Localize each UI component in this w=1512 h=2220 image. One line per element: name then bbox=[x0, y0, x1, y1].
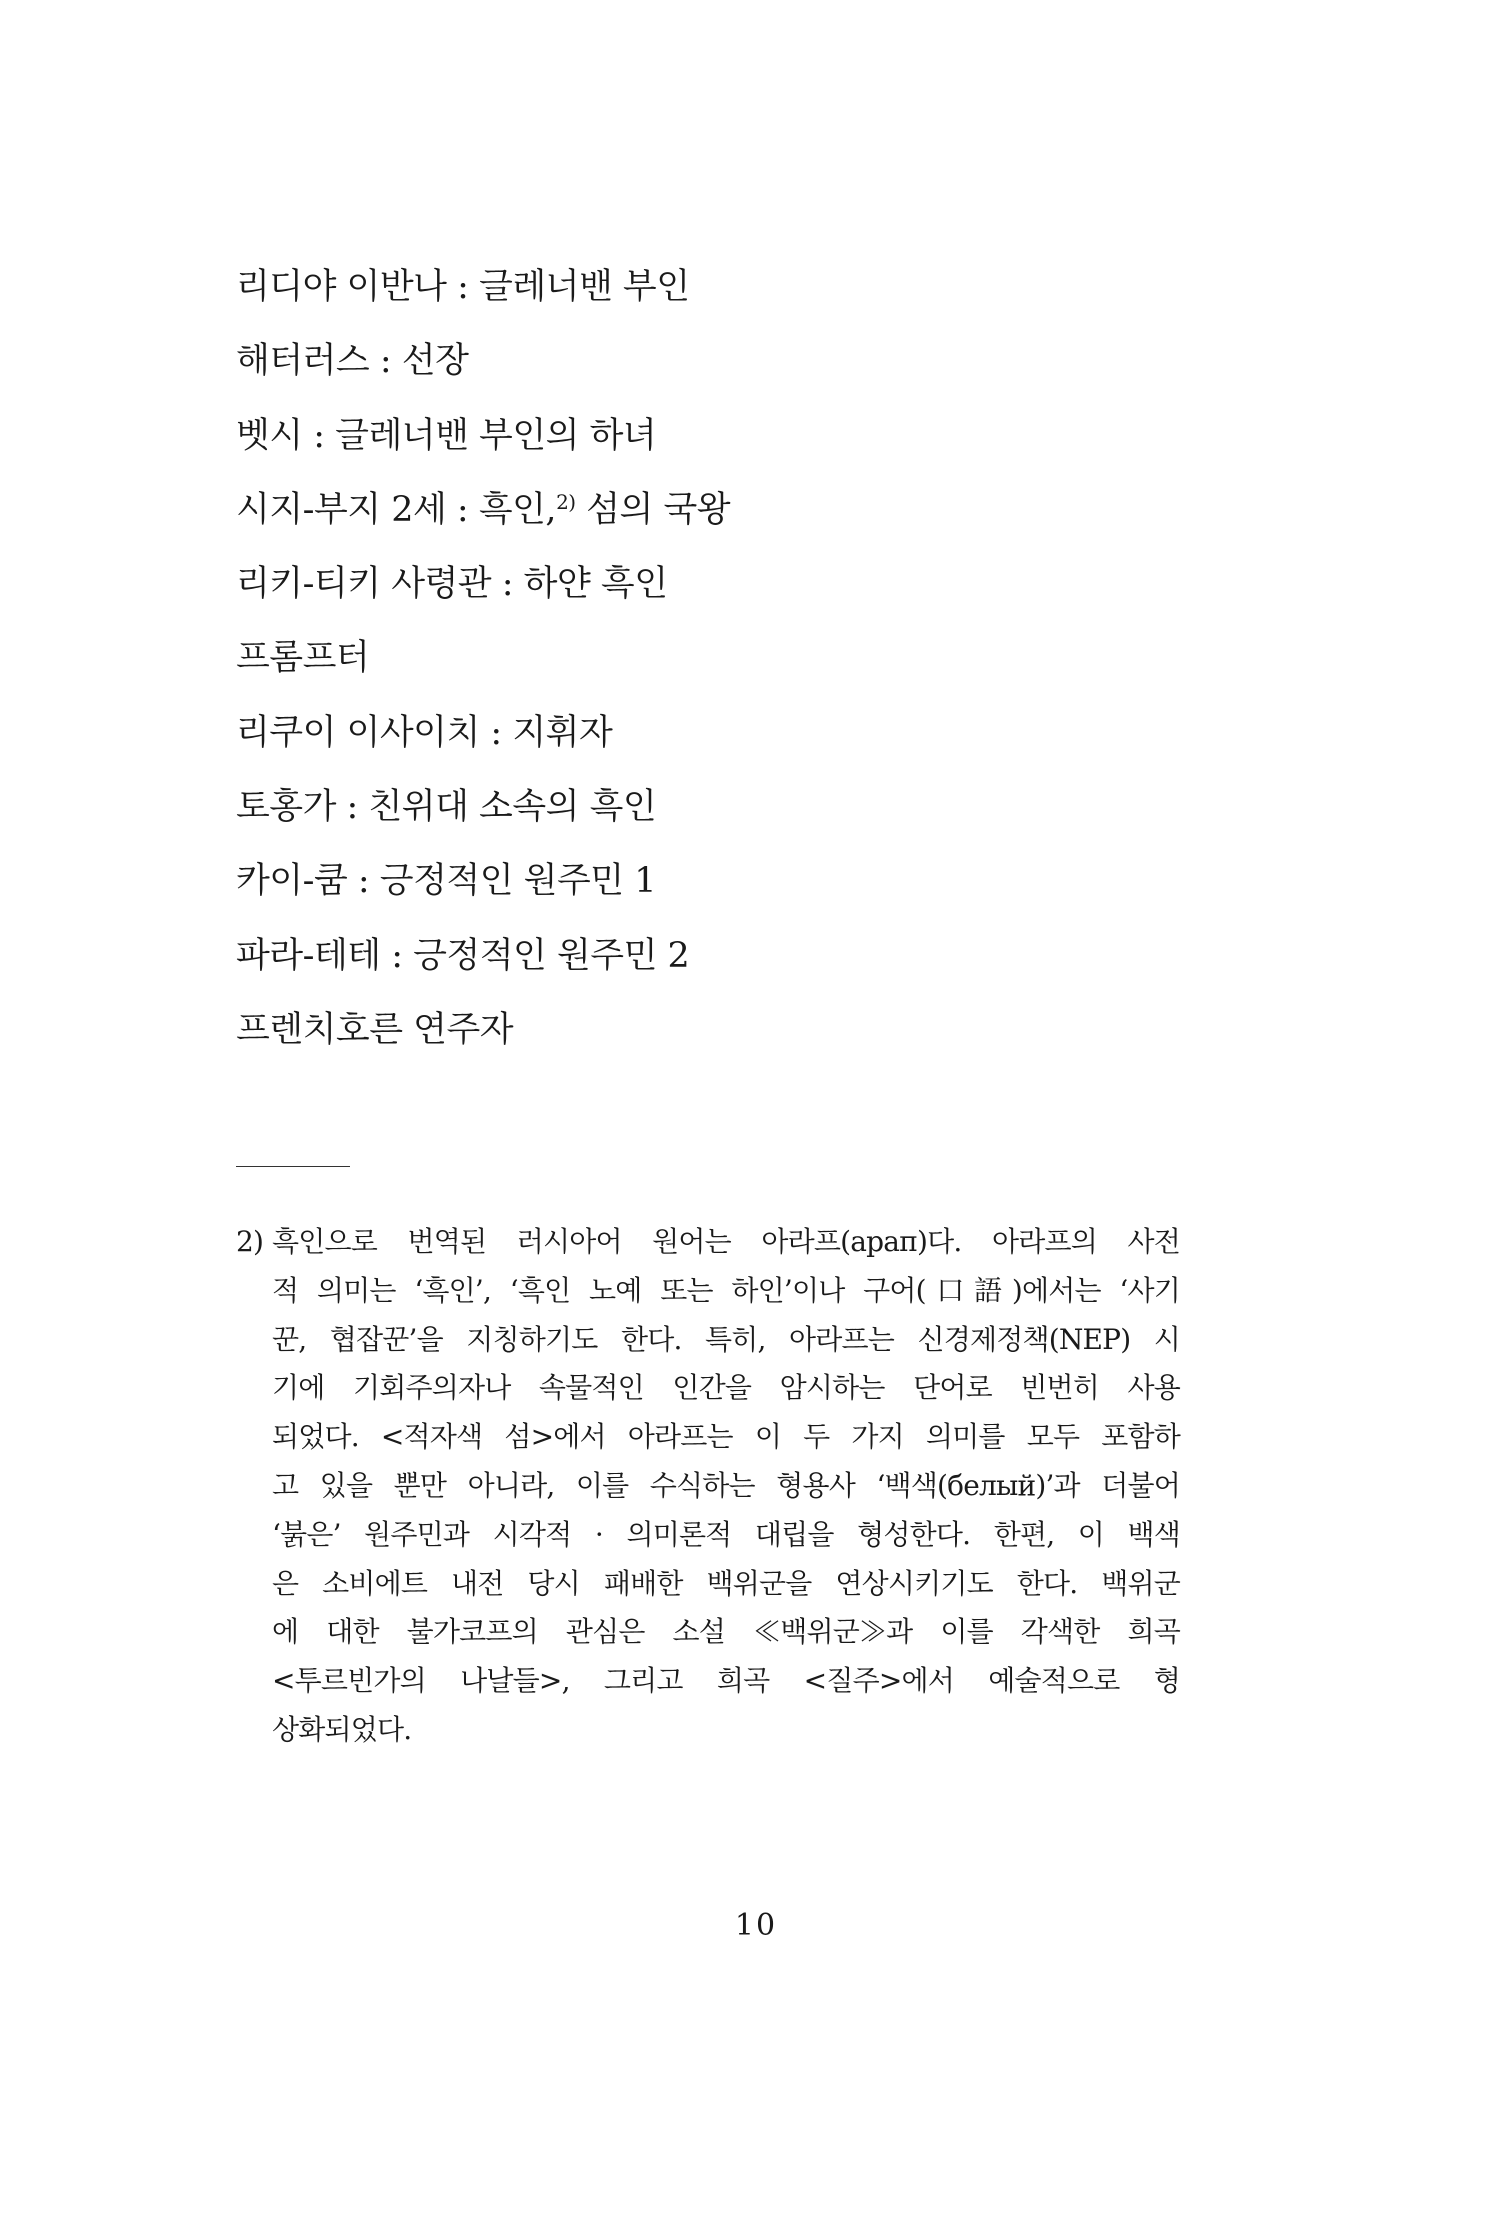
page-number: 10 bbox=[734, 1908, 778, 1943]
footnote-line bbox=[236, 1413, 1180, 1462]
cast-item: 리디야 이반나 : 글레너밴 부인 bbox=[236, 267, 690, 307]
footnote-text: 고 있을 뿐만 아니라, 이를 수식하는 형용사 ‘백색(белый)’과 더불어 bbox=[272, 1468, 1180, 1502]
footnote-text: 상화되었다. bbox=[272, 1712, 412, 1746]
footnote-line bbox=[236, 1706, 1180, 1755]
footnote-text: 흑인으로 번역된 러시아어 원어는 아라프(арап)다. 아라프의 사전 bbox=[272, 1225, 1180, 1258]
footnote-line bbox=[236, 1511, 1180, 1560]
footnote-text: 적 의미는 ‘흑인’, ‘흑인 노예 또는 하인’이나 구어(口語)에서는 ‘사기 bbox=[272, 1273, 1180, 1307]
footnote-text: 에 대한 불가코프의 관심은 소설 ≪백위군≫과 이를 각색한 희곡 bbox=[272, 1615, 1180, 1649]
footnote-line bbox=[236, 1316, 1180, 1365]
footnote-text: 되었다. <적자색 섬>에서 아라프는 이 두 가지 의미를 모두 포함하 bbox=[272, 1420, 1180, 1454]
footnote-text: ‘붉은’ 원주민과 시각적 · 의미론적 대립을 형성한다. 한편, 이 백색 bbox=[272, 1517, 1180, 1551]
footnote-reference[interactable]: 2) bbox=[556, 489, 576, 514]
footnote-line bbox=[236, 1608, 1180, 1657]
cast-item: 리키-티키 사령관 : 하얀 흑인 bbox=[236, 564, 668, 605]
footnote-line bbox=[236, 1657, 1180, 1706]
cast-item-text: 섬의 국왕 bbox=[575, 489, 731, 530]
cast-item: 벳시 : 글레너밴 부인의 하녀 bbox=[236, 415, 657, 456]
footnote-text: 은 소비에트 내전 당시 패배한 백위군을 연상시키기도 한다. 백위군 bbox=[272, 1566, 1180, 1600]
footnote-text: 기에 기회주의자나 속물적인 인간을 암시하는 단어로 빈번히 사용 bbox=[272, 1371, 1180, 1405]
cast-item: 해터러스 : 선장 bbox=[236, 341, 469, 382]
footnote-line bbox=[236, 1462, 1180, 1511]
footnote-number: 2) bbox=[236, 1225, 264, 1258]
footnote bbox=[236, 1218, 1180, 1755]
cast-item: 토홍가 : 친위대 소속의 흑인 bbox=[236, 787, 657, 828]
cast-item: 프렌치호른 연주자 bbox=[236, 1009, 514, 1050]
footnote-line bbox=[236, 1560, 1180, 1609]
footnote-line bbox=[236, 1364, 1180, 1413]
cast-item: 프롬프터 bbox=[236, 638, 370, 679]
footnote-text: <투르빈가의 나날들>, 그리고 희곡 <질주>에서 예술적으로 형 bbox=[272, 1664, 1180, 1698]
cast-item: 카이-쿰 : 긍정적인 원주민 1 bbox=[236, 861, 656, 902]
cast-item bbox=[236, 473, 1236, 547]
footnote-line bbox=[236, 1267, 1180, 1316]
footnote-text: 꾼, 협잡꾼’을 지칭하기도 한다. 특히, 아라프는 신경제정책(NEP) 시 bbox=[272, 1322, 1180, 1356]
footnote-separator bbox=[236, 1166, 350, 1167]
cast-list bbox=[236, 250, 1236, 1067]
cast-item: 파라-테테 : 긍정적인 원주민 2 bbox=[236, 935, 690, 976]
footnote-line bbox=[236, 1218, 1180, 1267]
cast-item-text: 시지-부지 2세 : 흑인, bbox=[236, 489, 557, 530]
cast-item: 리쿠이 이사이치 : 지휘자 bbox=[236, 712, 613, 753]
